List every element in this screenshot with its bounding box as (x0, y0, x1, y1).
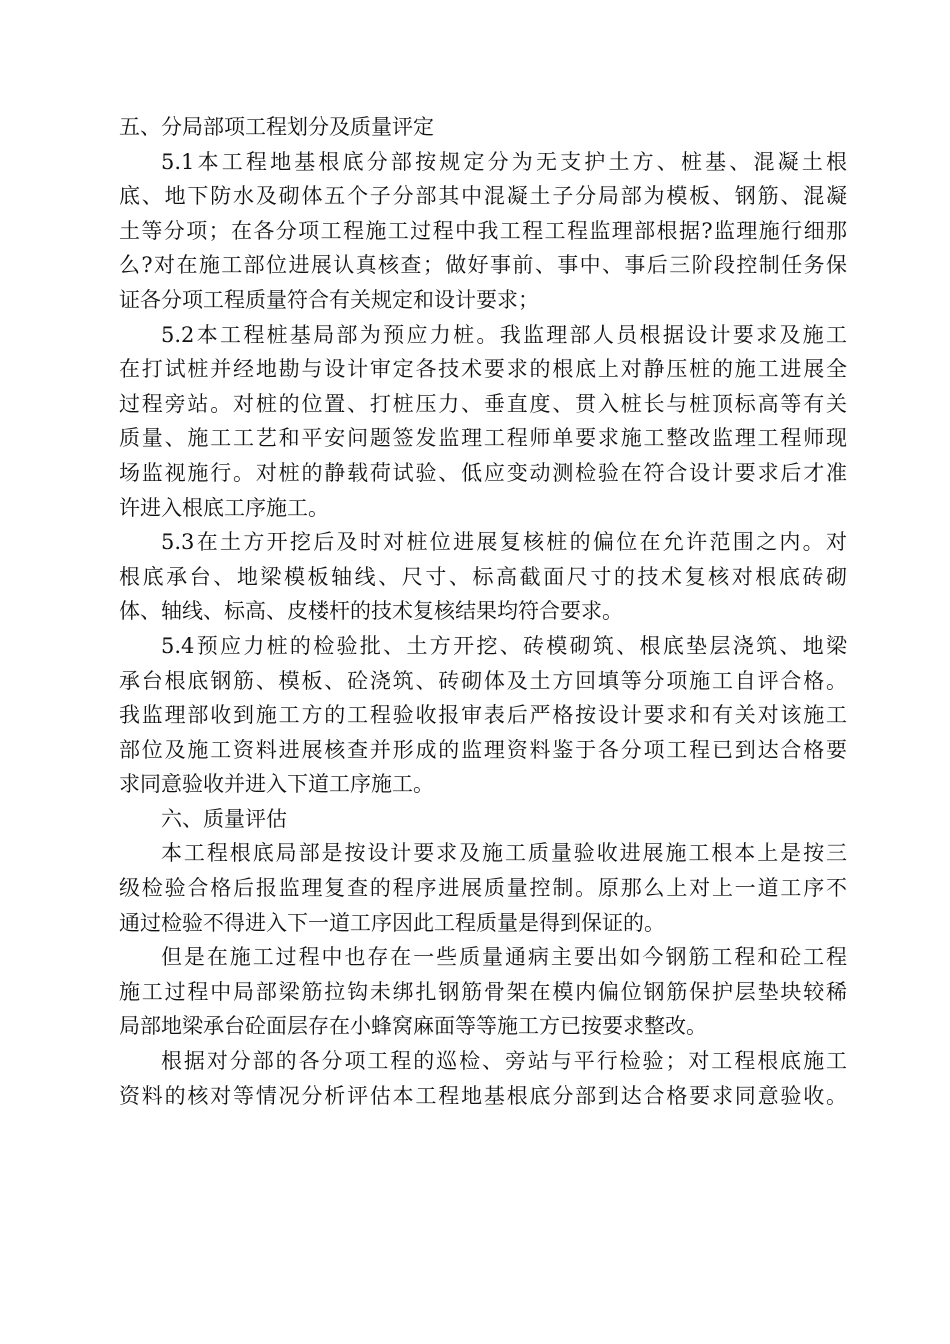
text-line: 证各分项工程质量符合有关规定和设计要求； (119, 287, 539, 312)
section-5-heading: 五、分局部项工程划分及质量评定 (119, 115, 434, 139)
paragraph-5-1 (119, 145, 847, 318)
text-line: 5.3在土方开挖后及时对桩位进展复核桩的偏位在允许范围之内。对 (161, 530, 847, 555)
text-line: 土等分项；在各分项工程施工过程中我工程工程监理部根据?监理施行细那 (119, 218, 847, 243)
text-line: 么?对在施工部位进展认真核查；做好事前、事中、事后三阶段控制任务保 (119, 253, 847, 278)
text-line: 资料的核对等情况分析评估本工程地基根底分部到达合格要求同意验收。 (119, 1083, 847, 1108)
paragraph-5-4 (119, 629, 847, 802)
text-line: 但是在施工过程中也存在一些质量通病主要出如今钢筋工程和砼工程 (161, 945, 847, 970)
text-line: 5.1本工程地基根底分部按规定分为无支护土方、桩基、混凝土根 (161, 149, 847, 174)
text-line: 许进入根底工序施工。 (119, 495, 329, 520)
text-line: 质量、施工工艺和平安问题签发监理工程师单要求施工整改监理工程师现 (119, 426, 847, 451)
text-line: 我监理部收到施工方的工程验收报审表后严格按设计要求和有关对该施工 (119, 703, 847, 728)
text-line: 施工过程中局部梁筋拉钩未绑扎钢筋骨架在模内偏位钢筋保护层垫块较稀 (119, 979, 847, 1004)
section-6-heading: 六、质量评估 (161, 806, 287, 831)
text-line: 过程旁站。对桩的位置、打桩压力、垂直度、贯入桩长与桩顶标高等有关 (119, 391, 847, 416)
text-line: 求同意验收并进入下道工序施工。 (119, 772, 434, 797)
text-line: 在打试桩并经地勘与设计审定各技术要求的根底上对静压桩的施工进展全 (119, 357, 847, 382)
text-line: 级检验合格后报监理复查的程序进展质量控制。原那么上对上一道工序不 (119, 876, 847, 901)
text-line: 5.4预应力桩的检验批、土方开挖、砖模砌筑、根底垫层浇筑、地梁 (161, 633, 847, 658)
paragraph-6-3 (119, 1044, 847, 1113)
text-line: 底、地下防水及砌体五个子分部其中混凝土子分局部为模板、钢筋、混凝 (119, 184, 847, 209)
text-line: 本工程根底局部是按设计要求及施工质量验收进展施工根本上是按三 (161, 841, 847, 866)
paragraph-5-2 (119, 318, 847, 526)
paragraph-6-2 (119, 940, 847, 1044)
text-line: 局部地梁承台砼面层存在小蜂窝麻面等等施工方已按要求整改。 (119, 1014, 707, 1039)
text-line: 5.2本工程桩基局部为预应力桩。我监理部人员根据设计要求及施工 (161, 322, 847, 347)
text-line: 承台根底钢筋、模板、砼浇筑、砖砌体及土方回填等分项施工自评合格。 (119, 668, 847, 693)
paragraph-5-3 (119, 525, 847, 629)
document-page (119, 110, 847, 1113)
text-line: 部位及施工资料进展核查并形成的监理资料鉴于各分项工程已到达合格要 (119, 737, 847, 762)
paragraph-6-1 (119, 836, 847, 940)
text-line: 根底承台、地梁模板轴线、尺寸、标高截面尺寸的技术复核对根底砖砌 (119, 564, 847, 589)
text-line: 场监视施行。对桩的静载荷试验、低应变动测检验在符合设计要求后才准 (119, 460, 847, 485)
text-line: 体、轴线、标高、皮楼杆的技术复核结果均符合要求。 (119, 599, 623, 624)
text-line: 通过检验不得进入下一道工序因此工程质量是得到保证的。 (119, 910, 665, 935)
text-line: 根据对分部的各分项工程的巡检、旁站与平行检验；对工程根底施工 (161, 1049, 847, 1074)
